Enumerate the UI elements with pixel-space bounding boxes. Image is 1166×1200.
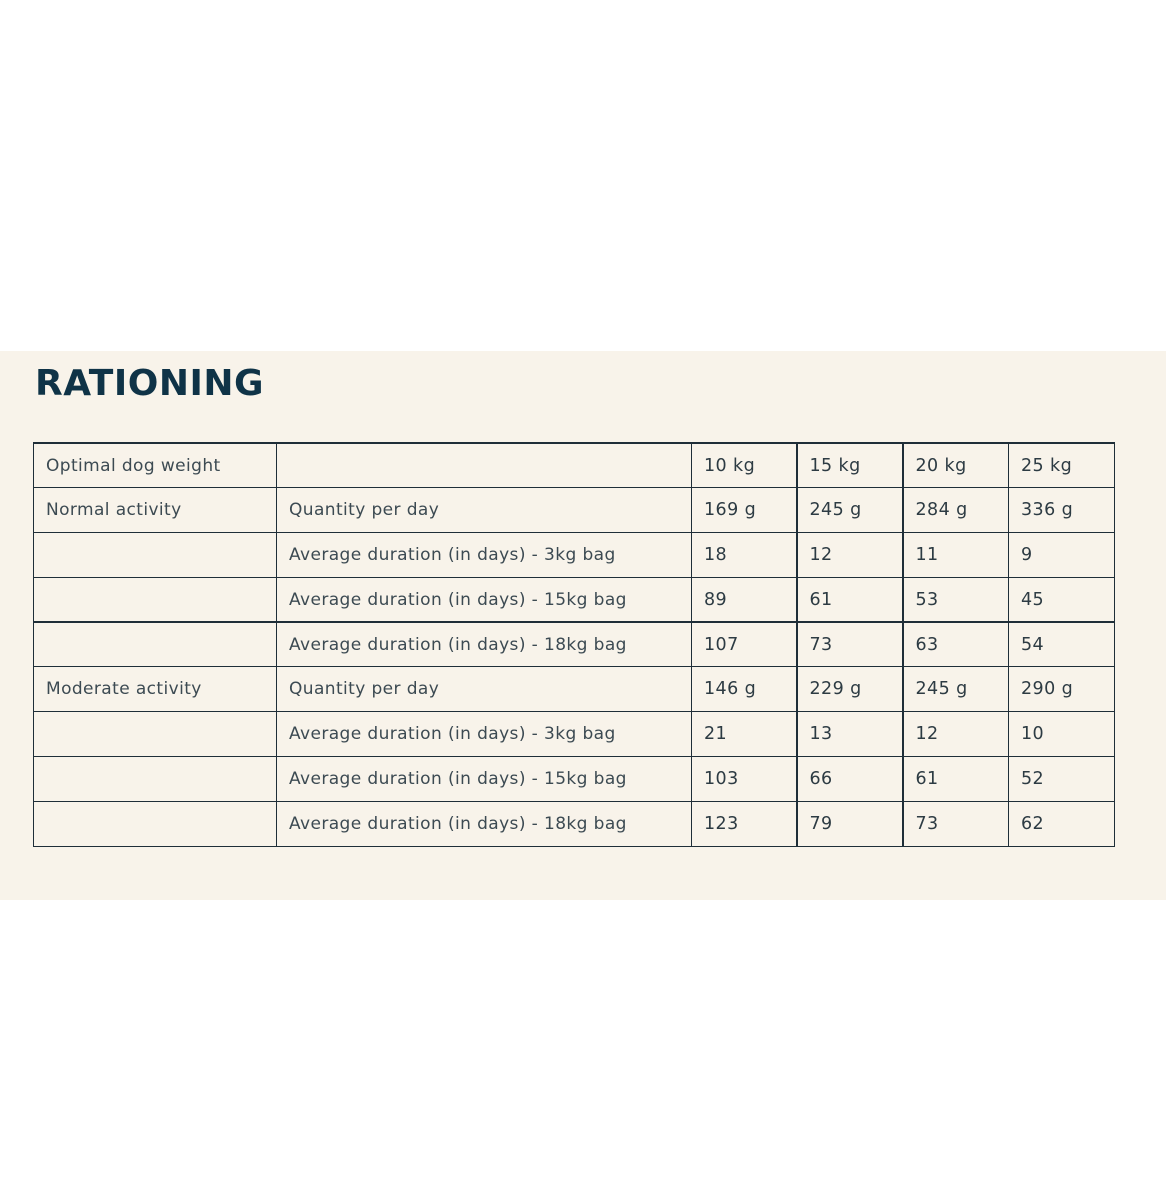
weight-cell: 15 kg xyxy=(797,443,903,488)
label-cell: Quantity per day xyxy=(277,667,692,712)
table-row xyxy=(34,667,1115,712)
rationing-table xyxy=(33,442,1115,847)
value-cell: 66 xyxy=(797,757,903,802)
table-row xyxy=(34,488,1115,533)
value-cell: 12 xyxy=(797,533,903,578)
value-cell: 45 xyxy=(1009,577,1115,622)
group-cell xyxy=(34,533,277,578)
value-cell: 169 g xyxy=(692,488,797,533)
value-cell: 107 xyxy=(692,622,797,667)
value-cell: 229 g xyxy=(797,667,903,712)
value-cell: 73 xyxy=(797,622,903,667)
value-cell: 245 g xyxy=(797,488,903,533)
table-row xyxy=(34,577,1115,622)
value-cell: 21 xyxy=(692,712,797,757)
value-cell: 62 xyxy=(1009,801,1115,846)
label-cell: Quantity per day xyxy=(277,488,692,533)
table-row xyxy=(34,801,1115,846)
value-cell: 61 xyxy=(903,757,1009,802)
value-cell: 63 xyxy=(903,622,1009,667)
value-cell: 245 g xyxy=(903,667,1009,712)
value-cell: 12 xyxy=(903,712,1009,757)
table-header-row xyxy=(34,443,1115,488)
value-cell: 103 xyxy=(692,757,797,802)
value-cell: 89 xyxy=(692,577,797,622)
value-cell: 284 g xyxy=(903,488,1009,533)
group-cell xyxy=(34,622,277,667)
value-cell: 13 xyxy=(797,712,903,757)
value-cell: 11 xyxy=(903,533,1009,578)
value-cell: 73 xyxy=(903,801,1009,846)
table-row xyxy=(34,533,1115,578)
label-cell: Average duration (in days) - 3kg bag xyxy=(277,712,692,757)
group-cell xyxy=(34,577,277,622)
table-row xyxy=(34,757,1115,802)
header-label: Optimal dog weight xyxy=(34,443,277,488)
section-title: RATIONING xyxy=(35,363,265,404)
group-cell: Normal activity xyxy=(34,488,277,533)
value-cell: 146 g xyxy=(692,667,797,712)
value-cell: 53 xyxy=(903,577,1009,622)
label-cell: Average duration (in days) - 18kg bag xyxy=(277,622,692,667)
group-cell: Moderate activity xyxy=(34,667,277,712)
label-cell: Average duration (in days) - 3kg bag xyxy=(277,533,692,578)
weight-cell: 20 kg xyxy=(903,443,1009,488)
value-cell: 290 g xyxy=(1009,667,1115,712)
value-cell: 336 g xyxy=(1009,488,1115,533)
value-cell: 52 xyxy=(1009,757,1115,802)
value-cell: 18 xyxy=(692,533,797,578)
label-cell: Average duration (in days) - 15kg bag xyxy=(277,577,692,622)
group-cell xyxy=(34,757,277,802)
table-row xyxy=(34,622,1115,667)
weight-cell: 10 kg xyxy=(692,443,797,488)
label-cell: Average duration (in days) - 15kg bag xyxy=(277,757,692,802)
group-cell xyxy=(34,801,277,846)
value-cell: 61 xyxy=(797,577,903,622)
value-cell: 9 xyxy=(1009,533,1115,578)
value-cell: 54 xyxy=(1009,622,1115,667)
group-cell xyxy=(34,712,277,757)
value-cell: 123 xyxy=(692,801,797,846)
weight-cell: 25 kg xyxy=(1009,443,1115,488)
value-cell: 79 xyxy=(797,801,903,846)
value-cell: 10 xyxy=(1009,712,1115,757)
header-sub xyxy=(277,443,692,488)
label-cell: Average duration (in days) - 18kg bag xyxy=(277,801,692,846)
table-row xyxy=(34,712,1115,757)
